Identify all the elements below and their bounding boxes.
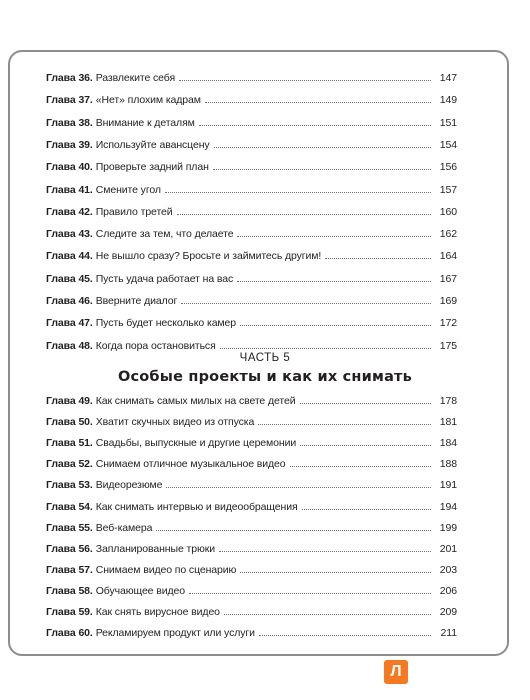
page-number: 169 (439, 295, 457, 307)
chapter-title: Используйте авансцену (95, 138, 210, 151)
toc-entry (46, 336, 457, 352)
chapter-word: Глава (46, 317, 76, 330)
chapter-number (46, 585, 93, 597)
chapter-word: Глава (46, 437, 76, 450)
chapter-title: Развлеките себя (95, 72, 176, 84)
page-number: 191 (439, 479, 457, 492)
dot-leader (258, 424, 431, 425)
toc-entry (46, 291, 457, 307)
chapter-num: 39. (78, 138, 93, 151)
page-number: 147 (439, 72, 457, 84)
chapter-num: 57. (78, 563, 93, 576)
chapter-num: 59. (78, 606, 93, 618)
chapter-num: 58. (78, 584, 93, 597)
dot-leader (181, 303, 431, 304)
chapter-title: Как снять вирусное видео (95, 606, 220, 618)
chapter-word: Глава (46, 250, 76, 263)
chapter-word: Глава (46, 458, 76, 471)
part-label: ЧАСТЬ 5 (239, 352, 291, 364)
chapter-title: Снимаем видео по сценарию (95, 563, 237, 576)
toc-entry (46, 202, 457, 218)
chapter-word: Глава (46, 542, 76, 555)
page-number: 211 (440, 627, 457, 640)
chapter-word: Глава (46, 205, 76, 218)
chapter-number (46, 206, 93, 218)
chapter-number (46, 250, 93, 262)
chapter-title: «Нет» плохим кадрам (95, 94, 201, 107)
dot-leader (300, 403, 431, 404)
dot-leader (214, 147, 431, 148)
chapter-title: Правило третей (95, 205, 173, 218)
chapter-title: Пусть удача работает на вас (95, 272, 234, 285)
chapter-title: Вверните диалог (95, 295, 178, 307)
chapter-num: 48. (78, 339, 93, 352)
chapter-num: 49. (78, 395, 93, 407)
page-number: 164 (439, 250, 457, 263)
chapter-word: Глава (46, 272, 76, 285)
chapter-number (46, 606, 93, 618)
chapter-num: 52. (78, 458, 93, 471)
chapter-number (46, 501, 93, 513)
dot-leader (156, 530, 431, 531)
chapter-number (46, 564, 93, 576)
page-number: 181 (439, 416, 457, 429)
chapter-num: 36. (78, 72, 93, 84)
page-number: 201 (439, 542, 457, 555)
chapter-title: Запланированные трюки (95, 542, 215, 555)
page-number: 188 (439, 458, 457, 471)
toc-entry (46, 475, 457, 491)
chapter-number (46, 479, 93, 491)
dot-leader (165, 192, 431, 193)
chapter-title: Пусть будет несколько камер (95, 317, 237, 330)
toc-entry (46, 497, 457, 513)
chapter-number (46, 94, 93, 106)
chapter-num: 56. (78, 542, 93, 555)
page-number: 154 (439, 138, 457, 151)
chapter-num: 40. (78, 161, 93, 174)
page-number: 206 (439, 584, 457, 597)
chapter-num: 51. (78, 437, 93, 450)
chapter-title: Снимаем отличное музыкальное видео (95, 458, 286, 471)
chapter-word: Глава (46, 138, 76, 151)
chapter-number (46, 72, 93, 84)
dot-leader (220, 348, 431, 349)
toc-entry (46, 269, 457, 285)
chapter-number (46, 458, 93, 470)
chapter-number (46, 184, 93, 196)
dot-leader (224, 614, 431, 615)
chapter-num: 38. (78, 116, 93, 129)
chapter-title: Не вышло сразу? Бросьте и займитесь другим! (95, 250, 322, 263)
toc-entry (46, 454, 457, 470)
page-number: 151 (439, 116, 457, 129)
toc-entry (46, 560, 457, 576)
chapter-title: Проверьте задний план (95, 161, 209, 174)
chapter-word: Глава (46, 606, 76, 618)
page-number: 194 (439, 500, 457, 513)
page-number: 175 (439, 339, 457, 352)
chapter-num: 60. (78, 627, 93, 640)
chapter-number (46, 117, 93, 129)
chapter-title: Рекламируем продукт или услуги (95, 627, 255, 640)
chapter-num: 50. (78, 416, 93, 429)
page-number: 209 (439, 606, 457, 618)
chapter-word: Глава (46, 339, 76, 352)
chapter-num: 41. (78, 183, 93, 196)
chapter-num: 46. (78, 295, 93, 307)
chapter-word: Глава (46, 416, 76, 429)
page-number: 203 (439, 563, 457, 576)
toc-entry (46, 539, 457, 555)
chapter-word: Глава (46, 500, 76, 513)
chapter-word: Глава (46, 563, 76, 576)
dot-leader (240, 572, 431, 573)
chapter-word: Глава (46, 627, 76, 640)
chapter-num: 53. (78, 479, 93, 492)
chapter-num: 54. (78, 500, 93, 513)
chapter-title: Как снимать интервью и видеообращения (95, 500, 298, 513)
chapter-number (46, 627, 93, 639)
chapter-word: Глава (46, 94, 76, 107)
chapter-number (46, 416, 93, 428)
publisher-logo-glyph: Л (390, 663, 402, 680)
chapter-title: Когда пора остановиться (95, 339, 216, 352)
chapter-title: Внимание к деталям (95, 116, 195, 129)
chapter-num: 43. (78, 228, 93, 241)
page-number: 172 (439, 317, 457, 330)
dot-leader (290, 466, 431, 467)
chapter-title: Обучающее видео (95, 584, 185, 597)
toc-entry (46, 90, 457, 106)
toc-entry (46, 135, 457, 151)
toc-entry (46, 581, 457, 597)
dot-leader (325, 258, 431, 259)
chapter-word: Глава (46, 479, 76, 492)
chapter-number (46, 340, 93, 352)
chapter-number (46, 228, 93, 240)
toc-entry (46, 246, 457, 262)
chapter-number (46, 543, 93, 555)
dot-leader (177, 214, 431, 215)
chapter-num: 45. (78, 272, 93, 285)
part-title: Особые проекты и как их снимать (117, 369, 413, 385)
chapter-word: Глава (46, 228, 76, 241)
chapter-number (46, 437, 93, 449)
toc-entry (46, 224, 457, 240)
dot-leader (302, 509, 431, 510)
dot-leader (199, 125, 431, 126)
chapter-word: Глава (46, 72, 76, 84)
page-number: 157 (439, 183, 457, 196)
chapter-word: Глава (46, 295, 76, 307)
dot-leader (240, 325, 431, 326)
chapter-num: 44. (78, 250, 93, 263)
chapter-num: 55. (78, 521, 93, 534)
page-number: 167 (439, 272, 457, 285)
toc-entry (46, 433, 457, 449)
toc-entry (46, 518, 457, 534)
page-number: 160 (439, 205, 457, 218)
chapter-number (46, 395, 93, 407)
dot-leader (237, 236, 431, 237)
toc-entry (46, 68, 457, 84)
chapter-word: Глава (46, 395, 76, 407)
toc-entry (46, 180, 457, 196)
chapter-number (46, 317, 93, 329)
dot-leader (237, 281, 431, 282)
chapter-title: Видеорезюме (95, 479, 163, 492)
chapter-word: Глава (46, 584, 76, 597)
chapter-word: Глава (46, 183, 76, 196)
chapter-title: Смените угол (95, 183, 161, 196)
toc-entry (46, 623, 457, 639)
chapter-title: Хватит скучных видео из отпуска (95, 416, 255, 429)
dot-leader (300, 445, 431, 446)
dot-leader (205, 102, 431, 103)
chapter-word: Глава (46, 161, 76, 174)
page-number: 162 (439, 228, 457, 241)
chapter-number (46, 522, 93, 534)
publisher-logo-icon (384, 660, 408, 684)
chapter-word: Глава (46, 116, 76, 129)
toc-entry (46, 602, 457, 618)
toc-entry (46, 313, 457, 329)
chapter-title: Веб-камера (95, 521, 153, 534)
chapter-number (46, 161, 93, 173)
chapter-num: 42. (78, 205, 93, 218)
toc-entry (46, 113, 457, 129)
chapter-number (46, 295, 93, 307)
chapter-title: Следите за тем, что делаете (95, 228, 234, 241)
dot-leader (219, 551, 431, 552)
chapter-number (46, 139, 93, 151)
dot-leader (259, 635, 431, 636)
chapter-word: Глава (46, 521, 76, 534)
chapter-title: Как снимать самых милых на свете детей (95, 395, 296, 407)
dot-leader (213, 169, 431, 170)
toc-entry (46, 157, 457, 173)
page-number: 199 (439, 521, 457, 534)
page-number: 184 (439, 437, 457, 450)
chapter-number (46, 273, 93, 285)
toc-entry (46, 391, 457, 407)
dot-leader (179, 80, 431, 81)
dot-leader (189, 593, 431, 594)
page-number: 149 (439, 94, 457, 107)
chapter-num: 47. (78, 317, 93, 330)
chapter-num: 37. (78, 94, 93, 107)
chapter-title: Свадьбы, выпускные и другие церемонии (95, 437, 297, 450)
toc-entry (46, 412, 457, 428)
page-number: 156 (439, 161, 457, 174)
dot-leader (166, 487, 431, 488)
page-number: 178 (439, 395, 457, 407)
